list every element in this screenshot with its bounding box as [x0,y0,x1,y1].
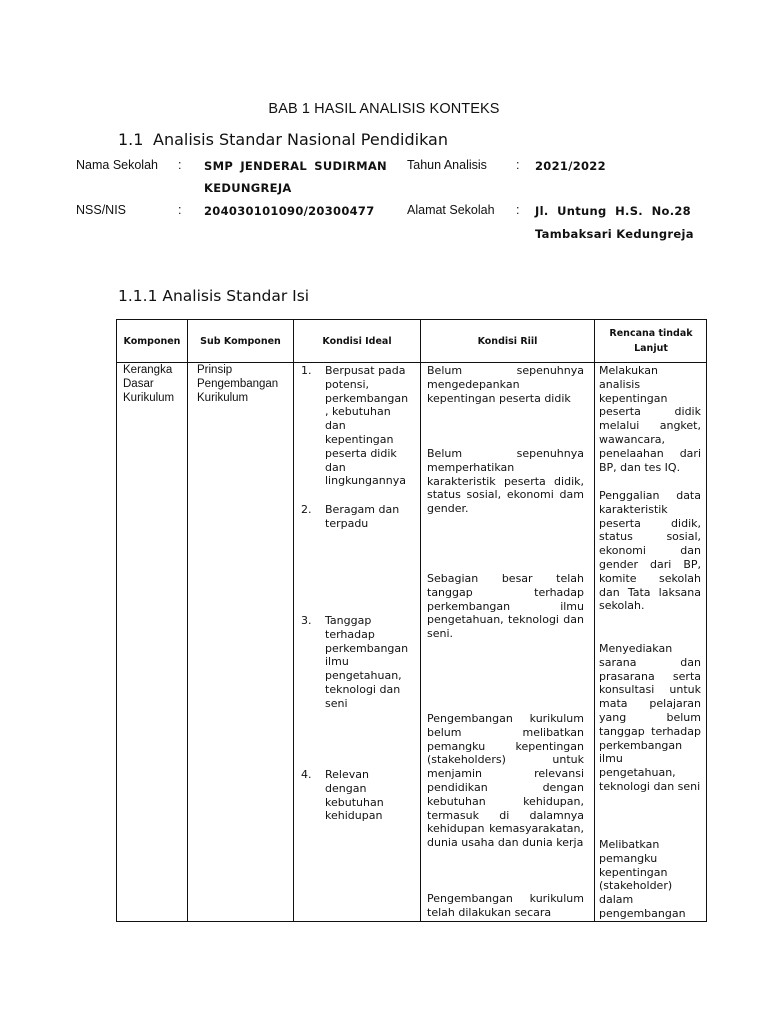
ideal-item-2 [301,503,413,531]
address-value-line1: Jl. Untung H.S. No.28 [535,204,691,218]
rencana-paragraph-2: Penggalian data karakteristik peserta didik, status sosial, ekonomi dan gender dari BP, komite sekolah dan Tata laksana sekolah. [599,489,701,613]
nss-value: 204030101090/20300477 [204,204,375,218]
school-name-value-line1: SMP JENDERAL SUDIRMAN [204,159,387,173]
header-rencana-line1: Rencana tindak [609,328,693,339]
nss-label: NSS/NIS [76,203,127,217]
year-label: Tahun Analisis [407,158,487,172]
header-rencana-line2: Lanjut [634,343,668,354]
section-number: 1.1 [118,130,144,149]
address-label: Alamat Sekolah [407,203,495,217]
rencana-paragraph-4: Melibatkan pemangku kepentingan (stakeholder) dalam pengembangan [599,838,686,920]
komponen-cell: Kerangka Dasar Kurikulum [123,364,175,404]
header-komponen: Komponen [123,335,181,347]
ideal-item-text: Tanggap terhadap perkembangan ilmu pengetahuan, teknologi dan seni [325,614,409,710]
ideal-item-number: 2. [301,503,312,516]
ideal-item-4 [301,768,413,823]
colon: : [516,203,520,217]
ideal-item-number: 4. [301,768,312,781]
ideal-item-text: Beragam dan terpadu [325,503,400,530]
analysis-table [116,319,707,922]
colon: : [178,203,182,217]
colon: : [178,158,182,172]
rencana-paragraph-1: Melakukan analisis kepentingan peserta didik melalui angket, wawancara, penelaahan dari BP, dan tes IQ. [599,364,701,474]
address-value-line2: Tambaksari Kedungreja [535,227,694,241]
rencana-paragraph-3: Menyediakan sarana dan prasarana serta konsultasi untuk mata pelajaran yang belum tanggap terhadap perkembangan ilmu pengetahuan, teknologi dan seni [599,642,701,793]
riil-paragraph-1: Belum sepenuhnya mengedepankan kepentingan peserta didik [427,364,584,405]
riil-paragraph-2: Belum sepenuhnya memperhatikan karakteristik peserta didik, status sosial, ekonomi dam gender. [427,447,584,516]
riil-paragraph-3: Sebagian besar telah tanggap terhadap perkembangan ilmu pengetahuan, teknologi dan seni. [427,572,584,641]
riil-paragraph-5: Pengembangan kurikulum telah dilakukan secara [427,892,584,919]
ideal-item-number: 3. [301,614,312,627]
header-kondisi-riil: Kondisi Riil [477,335,538,347]
school-name-label: Nama Sekolah [76,158,158,172]
school-name-value-line2: KEDUNGREJA [204,181,292,195]
column-divider [420,320,421,921]
sub-komponen-cell: Prinsip Pengembangan Kurikulum [197,364,279,404]
year-value: 2021/2022 [535,159,606,173]
ideal-item-text: Relevan dengan kebutuhan kehidupan [325,768,384,823]
header-rencana [595,320,707,362]
colon: : [516,158,520,172]
column-divider [293,320,294,921]
ideal-item-number: 1. [301,364,312,377]
chapter-title: BAB 1 HASIL ANALISIS KONTEKS [268,101,500,117]
header-kondisi-ideal: Kondisi Ideal [322,335,392,347]
column-divider [187,320,188,921]
subsection-title: 1.1.1 Analisis Standar Isi [118,287,310,305]
section-title-text: Analisis Standar Nasional Pendidikan [153,130,448,149]
section-title [118,130,448,149]
ideal-item-3 [301,614,413,711]
ideal-item-1 [301,364,413,488]
header-sub-komponen: Sub Komponen [200,335,281,347]
riil-paragraph-4: Pengembangan kurikulum belum melibatkan pemangku kepentingan (stakeholders) untuk menjamin relevansi pendidikan dengan kebutuhan kehidupan, termasuk di dalamnya kehidupan kemasyarakatan, dunia usaha dan dunia kerja [427,712,584,850]
header-divider [117,362,706,363]
column-divider [594,320,595,921]
ideal-item-text: Berpusat pada potensi, perkembangan , kebutuhan dan kepentingan peserta didik dan lingkungannya [325,364,409,488]
